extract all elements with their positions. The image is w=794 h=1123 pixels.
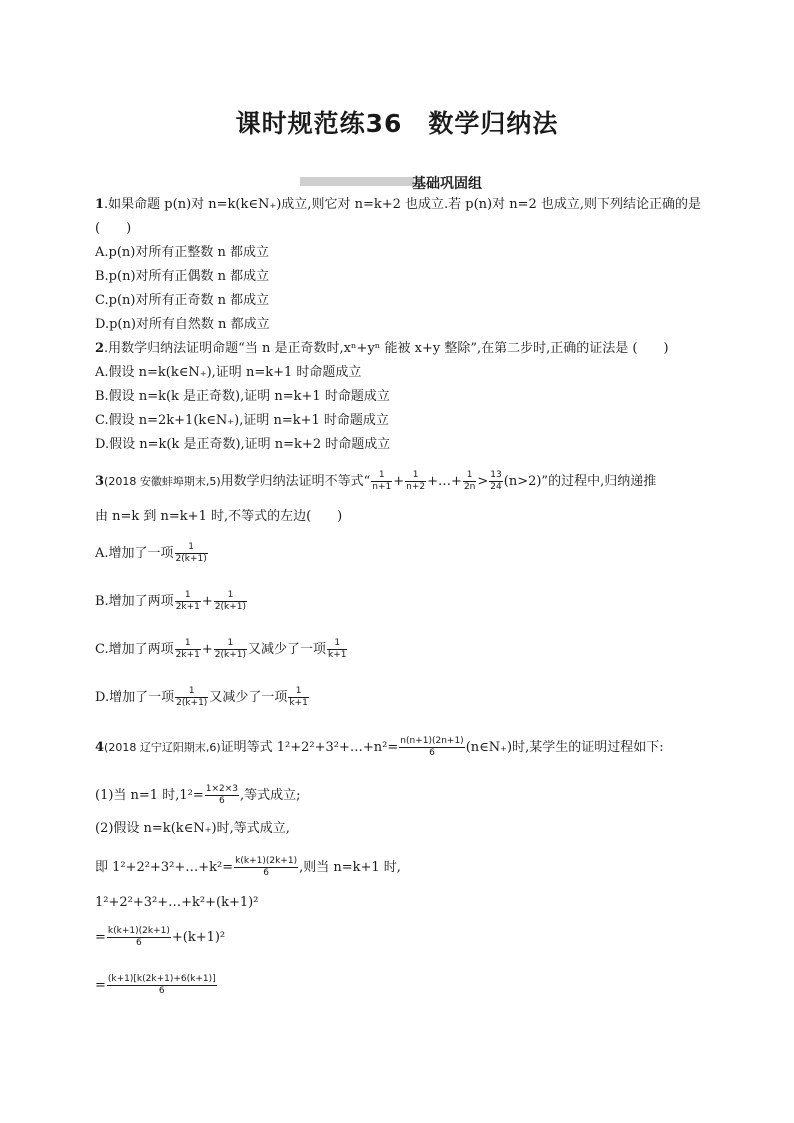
q3-plus-1: + xyxy=(393,474,405,489)
q4-frac-formula: $\frac{n(n+1)(2n+1)}{6}$ xyxy=(400,736,464,758)
q2-option-d: D.假设 n=k(k 是正奇数),证明 n=k+2 时命题成立 xyxy=(95,437,391,452)
q3-number: 3 xyxy=(95,474,105,489)
q1-number: 1 xyxy=(95,197,105,212)
q1-option-a: A.p(n)对所有正整数 n 都成立 xyxy=(95,245,269,260)
q4-step-3: 即 1²+2²+3²+…+k²= $\frac{k(k+1)(2k+1)}{6}$ ,则当 n=k+1 时, xyxy=(95,856,401,878)
q2-option-c: C.假设 n=2k+1(k∈N₊),证明 n=k+1 时命题成立 xyxy=(95,413,389,428)
q4-frac-step6: $\frac{(k+1)[k(2k+1)+6(k+1)]}{6}$ xyxy=(107,974,216,996)
q3-line2: 由 n=k 到 n=k+1 时,不等式的左边( ) xyxy=(95,509,343,524)
q3-stem xyxy=(95,470,656,493)
q4-step-5: = $\frac{k(k+1)(2k+1)}{6}$ +(k+1)² xyxy=(95,926,226,948)
q3-option-a: A.增加了一项 $\frac{1}{2(k+1)}$ xyxy=(95,542,207,564)
q4-source: (2018 辽宁辽阳期末,6) xyxy=(104,741,221,754)
q3c-frac-2: $\frac{1}{2(k+1)}$ xyxy=(214,638,246,660)
q4-frac-step1: $\frac{1\times 2\times 3}{6}$ xyxy=(205,784,238,806)
q4-frac-step3: $\frac{k(k+1)(2k+1)}{6}$ xyxy=(235,856,298,878)
page-title: 课时规范练36 数学归纳法 xyxy=(235,109,559,138)
q4-number: 4 xyxy=(95,740,105,755)
q2-option-a: A.假设 n=k(k∈N₊),证明 n=k+1 时命题成立 xyxy=(95,365,362,380)
q3-frac-4: $\frac{13}{24}$ xyxy=(490,470,502,492)
q2-stem-text: .用数学归纳法证明命题“当 n 是正奇数时,xⁿ+yⁿ 能被 x+y 整除”,在第二步时,正确的证法是 ( ) xyxy=(104,341,669,356)
q1-option-b: B.p(n)对所有正偶数 n 都成立 xyxy=(95,269,270,284)
q3a-frac: $\frac{1}{2(k+1)}$ xyxy=(175,542,207,564)
q3c-frac-1: $\frac{1}{2k+1}$ xyxy=(175,638,200,660)
q3b-frac-2: $\frac{1}{2(k+1)}$ xyxy=(214,590,247,612)
q2-option-b: B.假设 n=k(k 是正奇数),证明 n=k+1 时命题成立 xyxy=(95,389,390,404)
q3-stem-b: +…+ xyxy=(427,474,462,489)
q1-stem-text: .如果命题 p(n)对 n=k(k∈N₊)成立,则它对 n=k+2 也成立.若 p(n)对 n=2 也成立,则下列结论正确的是 xyxy=(104,197,702,212)
q2-number: 2 xyxy=(95,341,105,356)
q3-option-d: D.增加了一项 $\frac{1}{2(k+1)}$ 又减少了一项 $\frac{1}{k+1}$ xyxy=(95,686,308,708)
q2-stem xyxy=(95,340,669,358)
q3d-frac-2: $\frac{1}{k+1}$ xyxy=(289,686,308,708)
q4-step-2: (2)假设 n=k(k∈N₊)时,等式成立, xyxy=(95,821,290,836)
q4-step-6: = $\frac{(k+1)[k(2k+1)+6(k+1)]}{6}$ xyxy=(95,974,216,996)
q3-frac-2: $\frac{1}{n+2}$ xyxy=(406,470,426,492)
q3c-frac-3: $\frac{1}{k+1}$ xyxy=(328,638,347,660)
q3-source: (2018 安徽蚌埠期末,5) xyxy=(104,475,221,488)
q4-step-4: 1²+2²+3²+…+k²+(k+1)² xyxy=(95,895,259,910)
q3-stem-c: (n>2)”的过程中,归纳递推 xyxy=(503,474,657,489)
section-decor-bar xyxy=(300,177,414,186)
q1-stem xyxy=(95,196,701,214)
q4-frac-step5: $\frac{k(k+1)(2k+1)}{6}$ xyxy=(107,926,170,948)
q3-stem-a: 用数学归纳法证明不等式“ xyxy=(220,474,371,489)
q4-step-1: (1)当 n=1 时,1²= $\frac{1\times 2\times 3}{6}$ ,等式成立; xyxy=(95,784,301,806)
q3-option-b: B.增加了两项 $\frac{1}{2k+1}$ + $\frac{1}{2(k+1)}$ xyxy=(95,590,247,612)
q3-frac-3: $\frac{1}{2n}$ xyxy=(463,470,476,492)
q1-answer-paren: ( ) xyxy=(95,221,132,236)
section-label: 基础巩固组 xyxy=(412,176,482,192)
q4-stem: 4(2018 辽宁辽阳期末,6)证明等式 1²+2²+3²+…+n²= $\frac{n(n+1)(2n+1)}{6}$ (n∈N₊)时,某学生的证明过程如下: xyxy=(95,736,664,758)
q3-frac-1: $\frac{1}{n+1}$ xyxy=(372,470,392,492)
q3b-frac-1: $\frac{1}{2k+1}$ xyxy=(175,590,200,612)
q1-option-d: D.p(n)对所有自然数 n 都成立 xyxy=(95,317,270,332)
q3-gt: > xyxy=(477,474,489,489)
q3-option-c: C.增加了两项 $\frac{1}{2k+1}$ + $\frac{1}{2(k+1)}$ 又减少了一项 $\frac{1}{k+1}$ xyxy=(95,638,347,660)
q1-option-c: C.p(n)对所有正奇数 n 都成立 xyxy=(95,293,270,308)
q3d-frac-1: $\frac{1}{2(k+1)}$ xyxy=(176,686,208,708)
